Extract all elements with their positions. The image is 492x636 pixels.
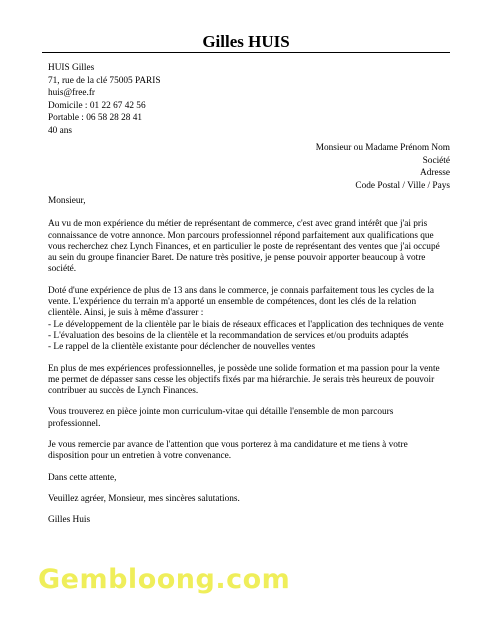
sender-home-phone: Domicile : 01 22 67 42 56: [48, 100, 146, 111]
recipient-block: [316, 142, 450, 192]
sender-address: 71, rue de la clé 75005 PARIS: [48, 75, 161, 86]
recipient-address: Adresse: [420, 168, 450, 179]
page-title: Gilles HUIS: [202, 32, 290, 51]
experience-intro: Doté d'une expérience de plus de 13 ans dans le commerce, je connais parfaitement tous les cycles de la vente. L'expérience du terrain m'a apporté un ensemble de compétences, dont les clés de la relation clientèle. Ainsi, je suis à même d'assurer :: [48, 285, 435, 319]
paragraph-training: En plus de mes expériences professionnelles, je possède une solide formation et ma passion pour la vente me permet de dépasser sans cesse les objectifs fixés par ma hiérarchie. Je serais très heureux de pouvoir contribuer au succès de Lynch Finances.: [48, 363, 440, 397]
recipient-company: Société: [422, 155, 450, 166]
sender-age: 40 ans: [48, 125, 73, 136]
paragraph-closing: Veuillez agréer, Monsieur, mes sincères salutations.: [48, 493, 240, 504]
paragraph-cv: Vous trouverez en pièce jointe mon curriculum-vitae qui détaille l'ensemble de mon parcours professionnel.: [48, 407, 394, 429]
list-item: - L'évaluation des besoins de la clientèle et la recommandation de services et/ou produits adaptés: [48, 330, 409, 341]
sender-name: HUIS Gilles: [48, 63, 95, 73]
paragraph-intro: Au vu de mon expérience du métier de représentant de commerce, c'est avec grand intérêt que j'ai pris connaissance de votre annonce. Mon parcours professionnel répond parfaitement aux qualifications que vous recherchez chez Lynch Finances, et en particulier le poste de représentant des ventes que j'ai occupé au sein du groupe financier Baret. De nature très positive, je pense pouvoir apporter beaucoup à votre société.: [48, 219, 440, 275]
list-item: - Le rappel de la clientèle existante pour déclencher de nouvelles ventes: [48, 342, 316, 353]
sender-email: huis@free.fr: [48, 88, 96, 99]
watermark: Gembloong.com: [38, 564, 291, 595]
recipient-name: Monsieur ou Madame Prénom Nom: [315, 143, 450, 153]
title-underline: [42, 52, 450, 53]
sender-block: [48, 62, 161, 138]
list-item: - Le développement de la clientèle par le biais de réseaux efficaces et l'application des techniques de vente: [48, 319, 444, 330]
paragraph-thanks: Je vous remercie par avance de l'attention que vous porterez à ma candidature et me tiens à votre disposition pour un entretien à votre convenance.: [48, 440, 408, 462]
greeting: Monsieur,: [48, 196, 86, 206]
paragraph-waiting: Dans cette attente,: [48, 472, 117, 483]
recipient-city: Code Postal / Ville / Pays: [355, 180, 450, 191]
letter-body: [48, 196, 448, 537]
sender-mobile-phone: Portable : 06 58 28 28 41: [48, 113, 142, 124]
signature: Gilles Huis: [48, 515, 91, 526]
paragraph-experience: [48, 286, 448, 354]
